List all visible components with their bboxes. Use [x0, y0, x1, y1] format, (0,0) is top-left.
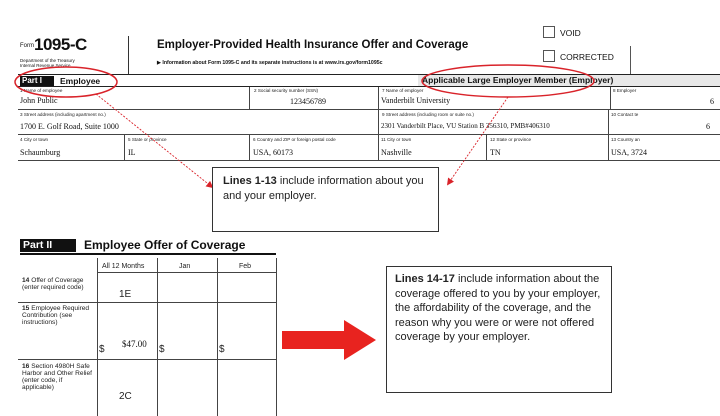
table-divider: [157, 258, 158, 416]
dollar-sign-feb: $: [219, 344, 225, 355]
employer-id-value: 6: [710, 97, 714, 106]
row-15-text: Employee Required Contribution (see instructions): [22, 305, 90, 326]
row-14-number: 14: [22, 277, 30, 284]
row-14-label: [22, 277, 94, 291]
employee-zip-value: USA, 60173: [253, 148, 294, 157]
offer-code-all12[interactable]: 1E: [119, 289, 132, 300]
callout-lines-14-17: [386, 266, 612, 393]
employer-section-title: Applicable Large Employer Member (Employer): [418, 75, 720, 86]
form-title: Employer-Provided Health Insurance Offer and Coverage: [157, 39, 469, 51]
safe-harbor-code-all12[interactable]: 2C: [119, 391, 132, 402]
part2-tag: Part II: [20, 239, 76, 252]
form-label: Form: [20, 43, 34, 49]
field-5-label: 5 State or province: [128, 137, 167, 142]
employer-pointer-arrow: [448, 97, 508, 184]
form-number: 1095-C: [34, 35, 87, 54]
field-3-label: 3 Street address (including apartment no.): [20, 112, 106, 117]
field-7-label: 7 Name of employer: [382, 88, 424, 93]
row-16-text: Section 4980H Safe Harbor and Other Relief (enter code, if applicable): [22, 363, 93, 391]
dollar-sign-jan: $: [159, 344, 165, 355]
col-all-12-months: All 12 Months: [102, 263, 145, 270]
field-6-label: 6 Country and ZIP or foreign postal code: [253, 137, 336, 142]
callout-2-bold: Lines 14-17: [395, 273, 455, 285]
employer-highlight-ellipse: [422, 65, 594, 97]
callout-2-text: include information about the coverage offered to you by your employer, the affordability of the coverage, and the reason why you were or were not offered coverage by your employer.: [395, 273, 601, 343]
field-12-label: 12 State or province: [490, 137, 532, 142]
field-8-label: 8 Employer: [613, 88, 637, 93]
employer-state-value: TN: [490, 148, 501, 157]
part2-rule: [20, 253, 276, 255]
field-4-label: 4 City or town: [20, 137, 49, 142]
contact-phone-value: 6: [706, 122, 710, 131]
employer-zip-value: USA, 3724: [611, 148, 648, 157]
table-divider: [217, 258, 218, 416]
dept-line-2: Internal Revenue Service: [20, 63, 71, 68]
dollar-sign-all12: $: [99, 344, 105, 355]
part2-title: Employee Offer of Coverage: [84, 238, 246, 252]
row-16-label: [22, 363, 94, 391]
field-10-label: 10 Contact te: [611, 112, 639, 117]
dept-line-1: Department of the Treasury: [20, 58, 75, 63]
table-rule: [97, 272, 277, 273]
part1-title: Employee: [60, 76, 101, 86]
row-15-label: [22, 305, 94, 326]
corrected-label: CORRECTED: [560, 52, 614, 62]
employee-city-value: Schaumburg: [20, 148, 61, 157]
red-arrow-icon: [282, 320, 378, 360]
employer-name-value: Vanderbilt University: [381, 96, 451, 105]
table-rule: [18, 359, 277, 360]
col-jan: Jan: [179, 263, 191, 270]
table-divider: [276, 258, 277, 416]
field-9-label: 9 Street address (including room or suite no.): [382, 112, 474, 117]
row-15-number: 15: [22, 305, 30, 312]
table-divider: [97, 258, 98, 416]
employee-state-value: IL: [128, 148, 136, 157]
callout-lines-1-13: [212, 167, 439, 232]
ssn-value: 123456789: [290, 97, 326, 106]
void-label: VOID: [560, 28, 581, 38]
callout-1-bold: Lines 1-13: [223, 175, 277, 187]
col-feb: Feb: [239, 263, 252, 270]
employer-address-value: 2301 Vanderbilt Place, VU Station B 356310, PMB#406310: [381, 122, 550, 130]
field-13-label: 13 Country an: [611, 137, 640, 142]
contribution-all12[interactable]: $47.00: [122, 339, 147, 349]
employee-name-value: John Public: [20, 96, 58, 105]
employee-highlight-ellipse: [15, 67, 117, 97]
field-2-label: 2 Social security number (SSN): [254, 88, 319, 93]
employee-pointer-arrow: [96, 94, 212, 187]
part1-tag: Part I: [20, 76, 54, 86]
row-14-text: Offer of Coverage (enter required code): [22, 277, 84, 291]
employer-city-value: Nashville: [381, 148, 412, 157]
table-rule: [18, 302, 277, 303]
field-11-label: 11 City or town: [381, 137, 412, 142]
form-info-line: ▶ Information about Form 1095-C and its separate instructions is at www.irs.gov/form1095c: [157, 60, 383, 66]
employee-address-value: 1700 E. Golf Road, Suite 1000: [20, 122, 119, 131]
field-1-label: 1 Name of employee: [20, 88, 63, 93]
callout-1-text: include information about you and your employer.: [223, 175, 424, 202]
row-16-number: 16: [22, 363, 30, 370]
